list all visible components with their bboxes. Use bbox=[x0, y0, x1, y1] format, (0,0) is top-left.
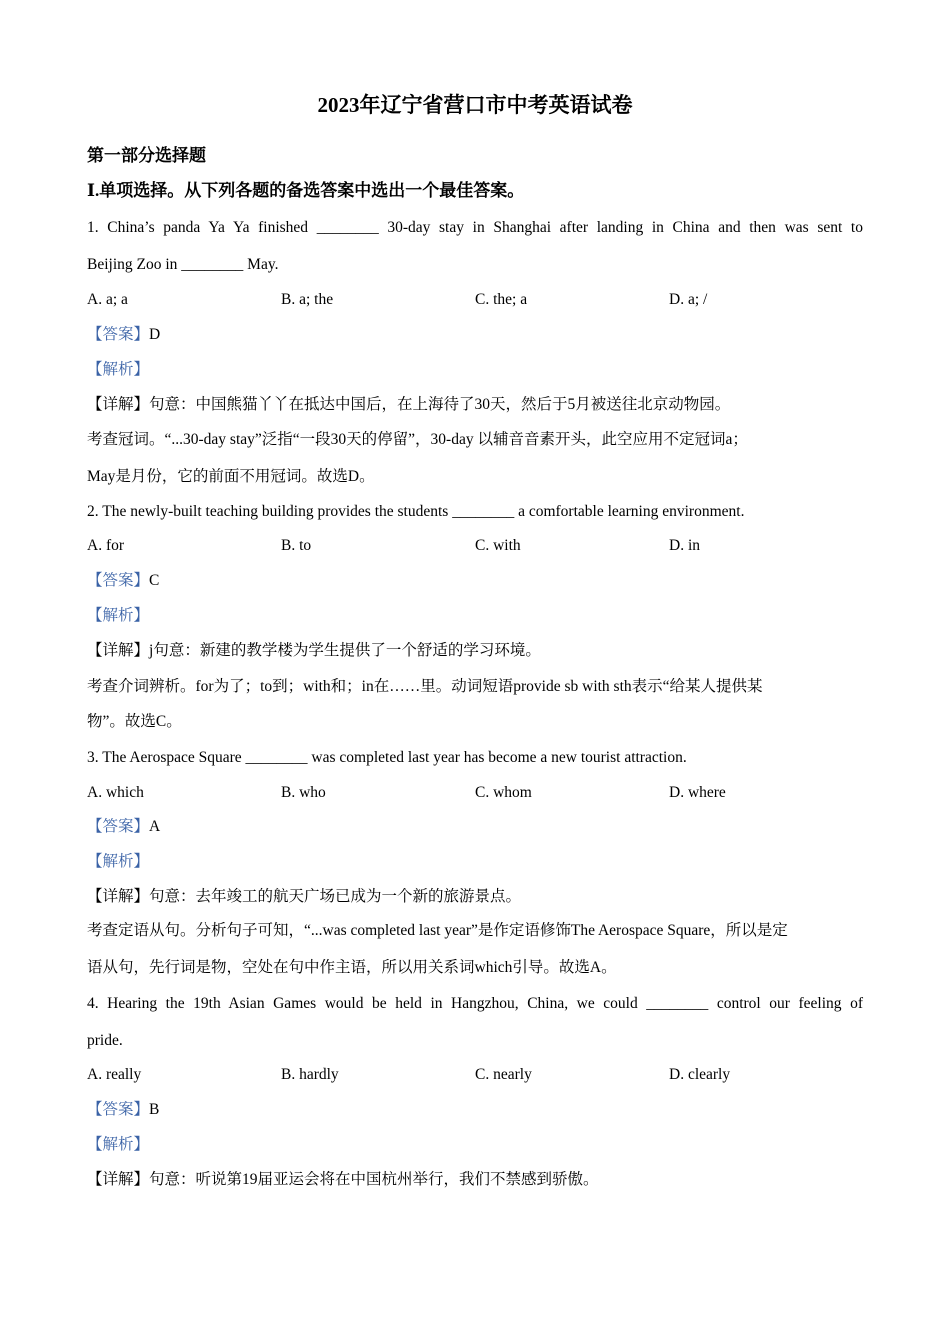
question-3-options bbox=[87, 783, 867, 803]
option-d: D. clearly bbox=[669, 1066, 731, 1083]
answer-label: 【答案】 bbox=[87, 818, 150, 835]
question-2-detail-line-3: 物”。故选C。 bbox=[87, 713, 182, 730]
question-1-stem-line-1: 1. China’s panda Ya Ya finished ________ 30-day stay in Shanghai after landing in China and then was sent to bbox=[87, 219, 863, 236]
question-1-stem-line-2: Beijing Zoo in ________ May. bbox=[87, 256, 279, 273]
option-b: B. who bbox=[281, 784, 326, 801]
option-d: D. a; / bbox=[669, 291, 708, 308]
question-1-analysis bbox=[87, 360, 149, 380]
question-1-detail-line-2: 考查冠词。“...30-day stay”泛指“一段30天的停留”，30-day 以辅音音素开头，此空应用不定冠词a； bbox=[87, 431, 748, 448]
detail-text: 句意：去年竣工的航天广场已成为一个新的旅游景点。 bbox=[149, 888, 522, 905]
option-b: B. to bbox=[281, 537, 312, 554]
answer-label: 【答案】 bbox=[87, 326, 150, 343]
question-3-detail-line-1 bbox=[87, 887, 521, 907]
option-c: C. with bbox=[475, 537, 521, 554]
question-4-analysis bbox=[87, 1135, 149, 1155]
option-b: B. a; the bbox=[281, 291, 334, 308]
answer-label: 【答案】 bbox=[87, 572, 150, 589]
option-d: D. in bbox=[669, 537, 700, 554]
answer-value: B bbox=[149, 1101, 160, 1118]
question-1-detail-line-3: May是月份，它的前面不用冠词。故选D。 bbox=[87, 468, 375, 485]
question-1-options bbox=[87, 290, 867, 310]
question-2-analysis bbox=[87, 606, 149, 626]
option-c: C. nearly bbox=[475, 1066, 532, 1083]
option-d: D. where bbox=[669, 784, 726, 801]
option-a: A. really bbox=[87, 1066, 142, 1083]
question-2-answer bbox=[87, 571, 159, 591]
answer-value: C bbox=[149, 572, 160, 589]
page-title: 2023年辽宁省营口市中考英语试卷 bbox=[317, 93, 633, 117]
part-heading: 第一部分选择题 bbox=[87, 146, 206, 165]
question-2-detail-line-2: 考查介词辨析。for为了；to到；with和；in在……里。动词短语provide sb with sth表示“给某人提供某 bbox=[87, 678, 763, 695]
question-4-stem-line-1: 4. Hearing the 19th Asian Games would be held in Hangzhou, China, we could ________ control our feeling of bbox=[87, 995, 863, 1012]
detail-label: 【详解】 bbox=[87, 1171, 150, 1188]
question-4-options bbox=[87, 1065, 867, 1085]
question-3-stem-line-1: 3. The Aerospace Square ________ was completed last year has become a new tourist attraction. bbox=[87, 749, 687, 766]
question-3-answer bbox=[87, 817, 160, 837]
question-4-stem-line-2: pride. bbox=[87, 1032, 123, 1049]
question-2-detail-line-1 bbox=[87, 641, 541, 661]
option-a: A. a; a bbox=[87, 291, 128, 308]
option-a: A. which bbox=[87, 784, 144, 801]
question-3-detail-line-3: 语从句，先行词是物，空处在句中作主语，所以用关系词which引导。故选A。 bbox=[87, 959, 617, 976]
detail-label: 【详解】 bbox=[87, 642, 150, 659]
question-3-analysis bbox=[87, 852, 149, 872]
question-1-answer bbox=[87, 325, 160, 345]
detail-text: 句意：中国熊猫丫丫在抵达中国后，在上海待了30天，然后于5月被送往北京动物园。 bbox=[149, 396, 731, 413]
analysis-label: 【解析】 bbox=[87, 853, 150, 870]
option-b: B. hardly bbox=[281, 1066, 339, 1083]
question-4-answer bbox=[87, 1100, 159, 1120]
section-heading: Ⅰ.单项选择。从下列各题的备选答案中选出一个最佳答案。 bbox=[87, 181, 525, 200]
question-2-stem-line-1: 2. The newly-built teaching building provides the students ________ a comfortable learning environment. bbox=[87, 503, 745, 520]
analysis-label: 【解析】 bbox=[87, 1136, 150, 1153]
answer-value: D bbox=[149, 326, 161, 343]
question-3-detail-line-2: 考查定语从句。分析句子可知，“...was completed last year”是作定语修饰The Aerospace Square，所以是定 bbox=[87, 922, 788, 939]
answer-label: 【答案】 bbox=[87, 1101, 150, 1118]
option-c: C. whom bbox=[475, 784, 532, 801]
answer-value: A bbox=[149, 818, 161, 835]
detail-text: 句意：听说第19届亚运会将在中国杭州举行，我们不禁感到骄傲。 bbox=[149, 1171, 599, 1188]
detail-text: j句意：新建的教学楼为学生提供了一个舒适的学习环境。 bbox=[149, 642, 541, 659]
question-1-detail-line-1 bbox=[87, 395, 730, 415]
detail-label: 【详解】 bbox=[87, 396, 150, 413]
question-4-detail-line-1 bbox=[87, 1170, 599, 1190]
option-a: A. for bbox=[87, 537, 125, 554]
option-c: C. the; a bbox=[475, 291, 528, 308]
question-2-options bbox=[87, 536, 867, 556]
analysis-label: 【解析】 bbox=[87, 607, 150, 624]
detail-label: 【详解】 bbox=[87, 888, 150, 905]
analysis-label: 【解析】 bbox=[87, 361, 150, 378]
